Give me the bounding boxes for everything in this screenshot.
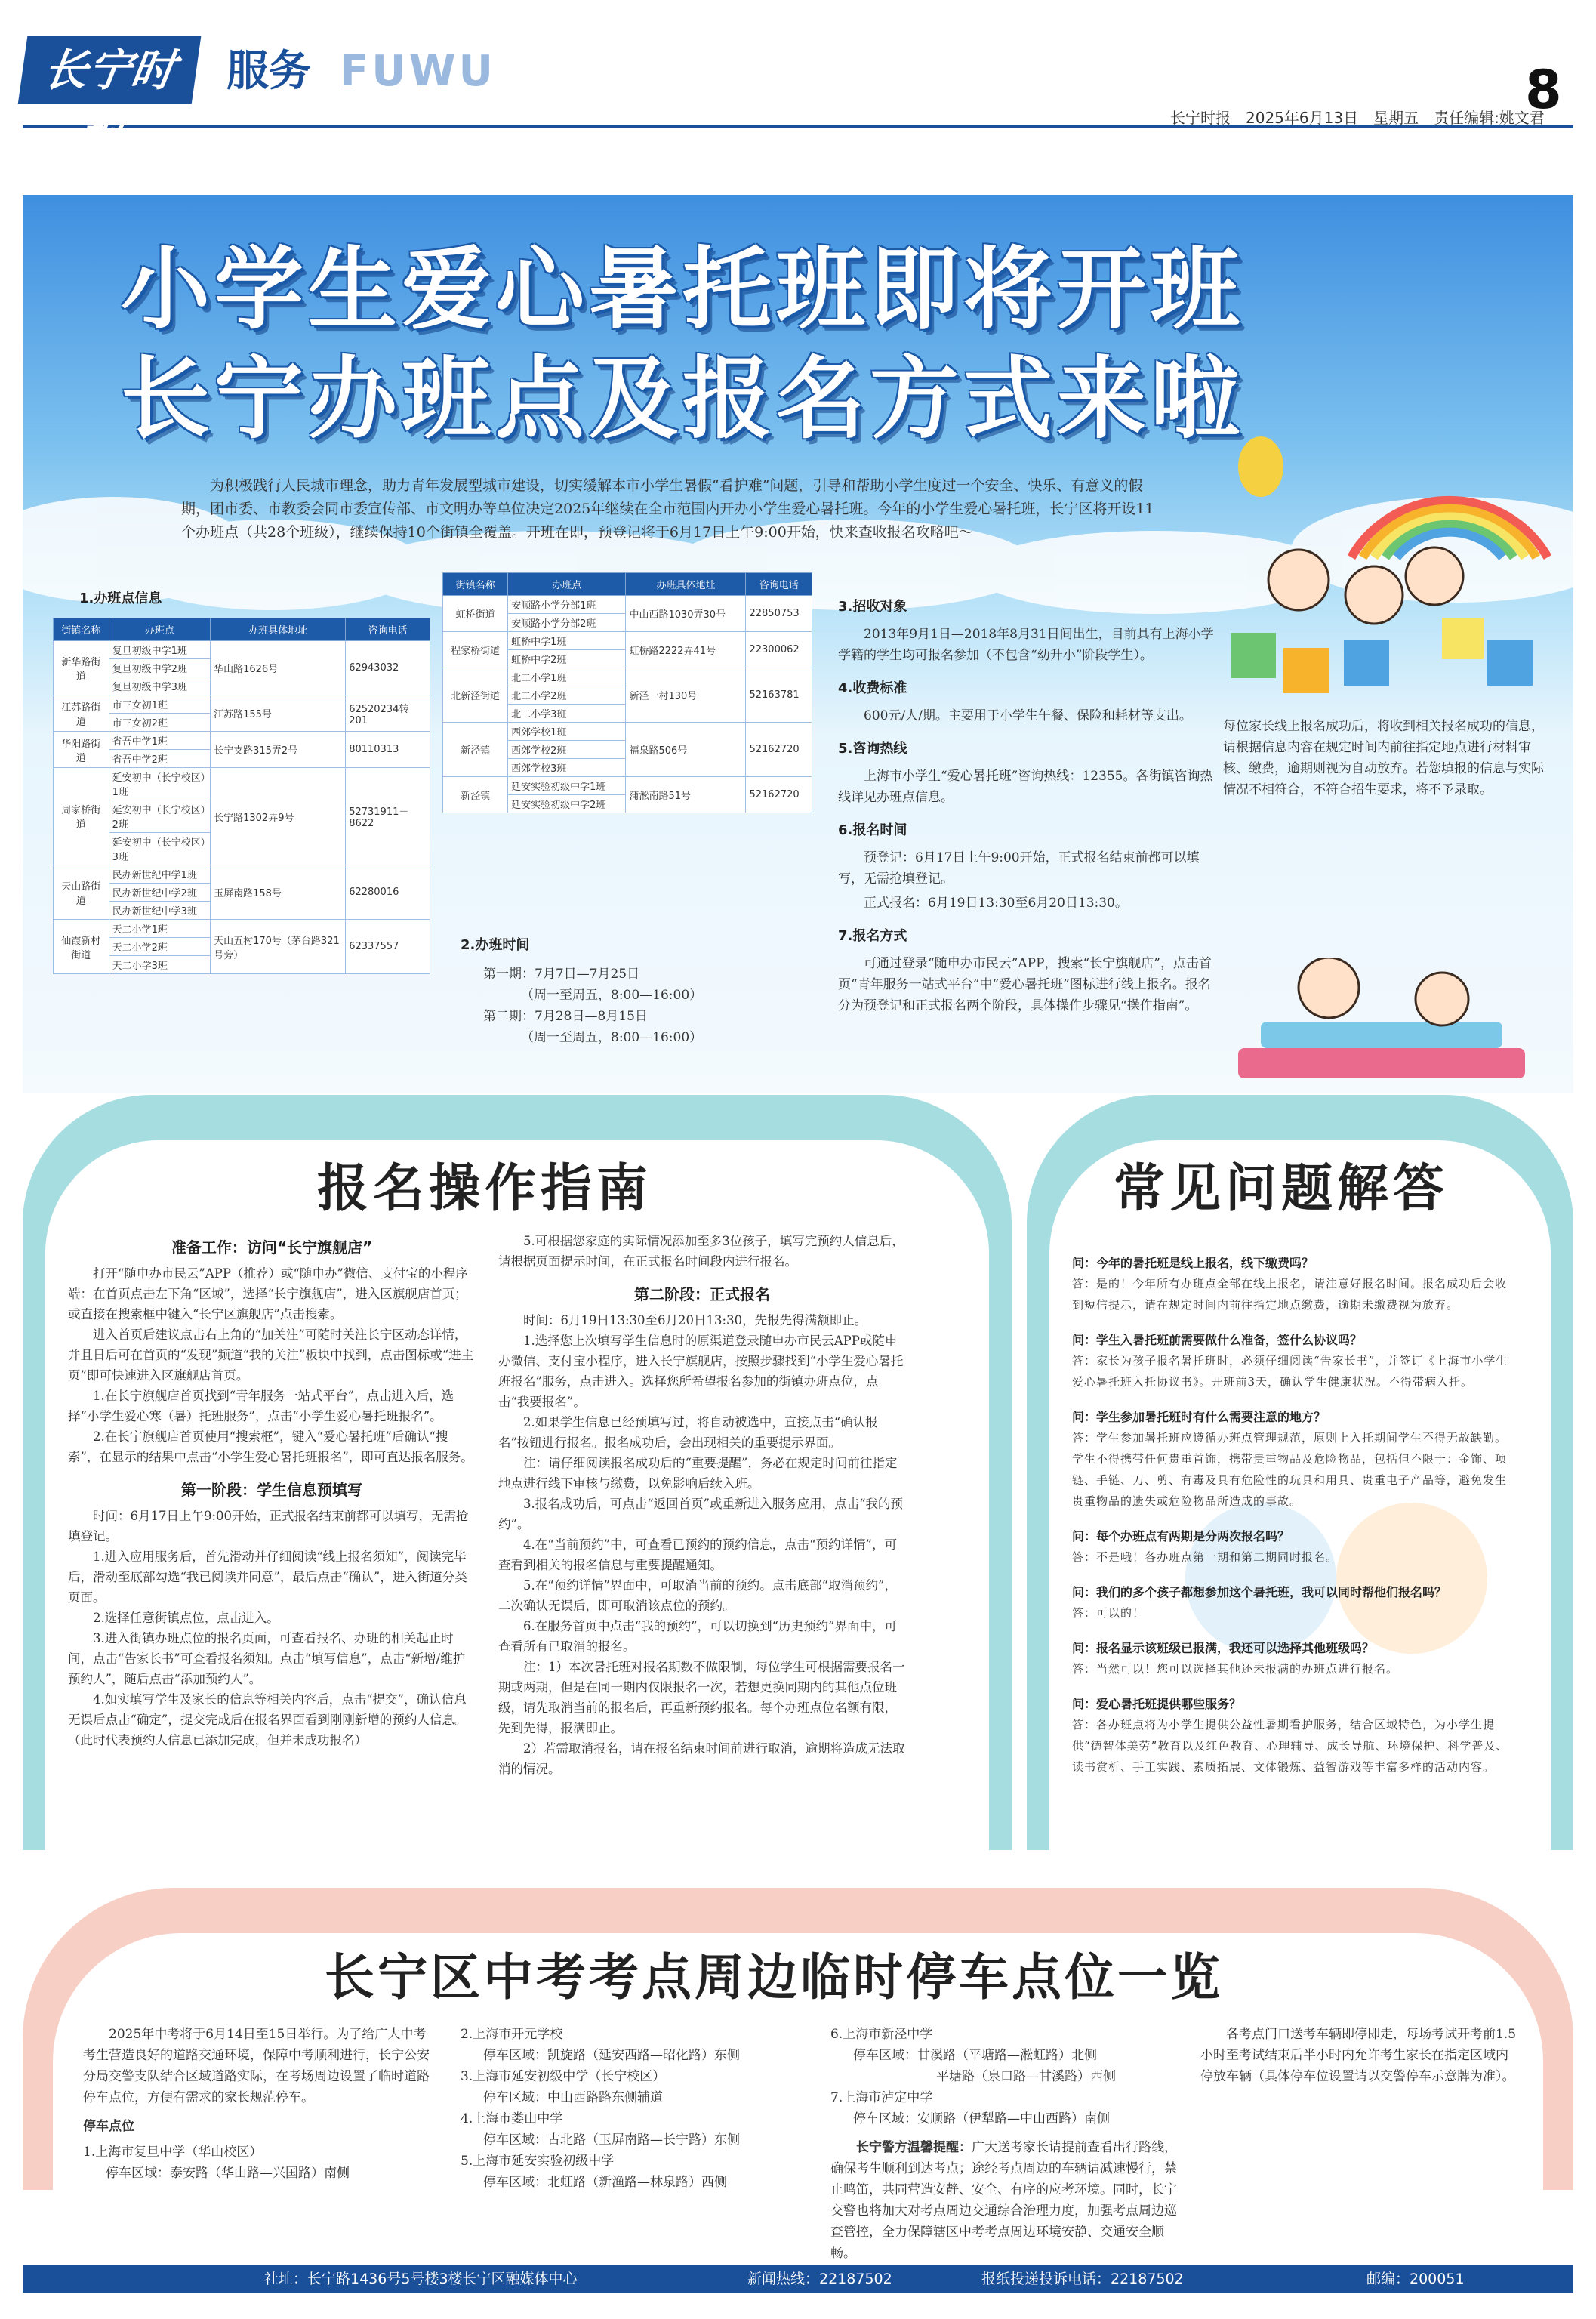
site-cell: 民办新世纪中学3班 <box>109 902 210 920</box>
guide-step: 2.选择任意街镇点位，点击进入。 <box>93 1611 279 1625</box>
site-cell: 天二小学1班 <box>109 920 210 938</box>
site-cell: 市三女初1班 <box>109 695 210 714</box>
guide-step: 时间：6月19日13:30至6月20日13:30，先报先得满额即止。 <box>523 1313 867 1328</box>
address-cell: 江苏路155号 <box>211 695 346 732</box>
detail-text: 可通过登录“随申办市民云”APP，搜索“长宁旗舰店”，点击首页“青年服务一站式平台”中“爱心暑托班”图标进行线上报名。报名分为预登记和正式报名两个阶段，具体操作步骤见“操作指南”。 <box>838 956 1212 1013</box>
site-cell: 延安初中（长宁校区）1班 <box>109 768 210 800</box>
parking-point-6-name: 6.上海市新泾中学 <box>830 2027 933 2042</box>
prep-title: 准备工作：访问“长宁旗舰店” <box>171 1238 373 1257</box>
site-cell: 西郊学校2班 <box>508 741 626 759</box>
headline-line-1: 小学生爱心暑托班即将开班 <box>121 237 1245 341</box>
phone-cell: 22850753 <box>746 596 812 632</box>
schedule-line-1b: （周一至周五，8:00—16:00） <box>521 988 703 1003</box>
site-cell: 民办新世纪中学2班 <box>109 884 210 902</box>
stage1-cont: 5.可根据您家庭的实际情况添加至多3位孩子，填写完预约人信息后，请根据页面提示时间，在正式报名时间段内进行报名。 <box>498 1234 904 1269</box>
site-cell: 延安实验初级中学2班 <box>508 795 626 813</box>
guide-step: 5.在“预约详情”界面中，可取消当前的预约。点击底部“取消预约”，二次确认无误后，即可取消该点位的预约。 <box>498 1578 897 1613</box>
address-cell: 蒲淞南路51号 <box>626 777 746 813</box>
guide-step: 2）若需取消报名，请在报名结束时间前进行取消，逾期将造成无法取消的情况。 <box>498 1741 905 1776</box>
detail-title: 7.报名方式 <box>838 928 907 944</box>
site-cell: 天二小学3班 <box>109 956 210 974</box>
table-row <box>443 668 812 686</box>
parking-point-1-name: 1.上海市复旦中学（华山校区） <box>83 2145 263 2160</box>
detail-text: 预登记：6月17日上午9:00开始，正式报名结束前都可以填写，无需抢填登记。 <box>838 850 1200 887</box>
balloon-icon <box>1238 436 1283 497</box>
phone-cell: 62943032 <box>346 641 430 695</box>
phone-cell: 52731911－8622 <box>346 768 430 865</box>
footer <box>23 2265 1573 2293</box>
intro-paragraph: 为积极践行人民城市理念，助力青年发展型城市建设，切实缓解本市小学生暑假“看护难”问题，引导和帮助小学生度过一个安全、快乐、有意义的假期，团市委、市教委会同市委宣传部、市文明办等单位决定2025年继续在全市范围内开办小学生爱心暑托班。今年的小学生爱心暑托班，长宁区将开设11个办班点（共28个班级），继续保持10个街镇全覆盖。开班在即，预登记将于6月17日上午9:00开始，快来查收报名攻略吧～ <box>181 477 1154 541</box>
stage1-title: 第一阶段：学生信息预填写 <box>181 1481 362 1499</box>
faq-answer: 答：家长为孩子报名暑托班时，必须仔细阅读“告家长书”，并签订《上海市小学生爱心暑托班入托协议书》。开班前3天，确认学生健康状况。不得带病入托。 <box>1072 1354 1508 1389</box>
table-row <box>54 865 430 884</box>
guide-step: 1.选择您上次填写学生信息时的原渠道登录随申办市民云APP或随申办微信、支付宝小程序，进入长宁旗舰店，按照步骤找到“小学生爱心暑托班报名”服务，点击进入。选择您所希望报名参加的街镇办班点位，点击“我要报名”。 <box>498 1334 904 1409</box>
details-column <box>838 584 1215 1019</box>
street-cell: 虹桥街道 <box>443 596 508 632</box>
footer-postcode: 邮编：200051 <box>1366 2271 1465 2287</box>
guide-column-2 <box>498 1231 906 1779</box>
faq-question: 问：报名显示该班级已报满，我还可以选择其他班级吗？ <box>1072 1641 1375 1655</box>
address-cell: 玉屏南路158号 <box>211 865 346 920</box>
faq-answer: 答：可以的！ <box>1072 1606 1145 1620</box>
guide-step: 4.在“当前预约”中，可查看已预约的预约信息，点击“预约详情”，可查看到相关的报名信息与重要提醒通知。 <box>498 1537 897 1572</box>
phone-cell: 52162720 <box>746 777 812 813</box>
parking-point-name: 5.上海市延安实验初级中学 <box>461 2154 615 2169</box>
address-cell: 中山西路1030弄30号 <box>626 596 746 632</box>
headline-line-2: 长宁办班点及报名方式来啦 <box>121 347 1245 451</box>
site-cell: 北二小学2班 <box>508 686 626 705</box>
address-cell: 新泾一村130号 <box>626 668 746 723</box>
address-cell: 华山路1626号 <box>211 641 346 695</box>
parking-column-4 <box>1200 2024 1517 2087</box>
col-site: 办班点 <box>109 618 210 641</box>
schedule-line-2b: （周一至周五，8:00—16:00） <box>521 1030 703 1045</box>
street-cell: 程家桥街道 <box>443 632 508 668</box>
table-row <box>443 777 812 795</box>
street-cell: 新华路街道 <box>54 641 109 695</box>
faq-title: 常见问题解答 <box>1114 1158 1450 1219</box>
page-number: 8 <box>1525 59 1562 121</box>
parking-point-name: 2.上海市开元学校 <box>461 2027 563 2042</box>
parking-point-name: 4.上海市娄山中学 <box>461 2111 563 2126</box>
street-cell: 仙霞新村街道 <box>54 920 109 974</box>
parking-point-6-area: 停车区域：甘溪路（平塘路—淞虹路）北侧 <box>853 2048 1097 2063</box>
detail-title: 3.招收对象 <box>838 599 907 615</box>
site-cell: 省吾中学1班 <box>109 732 210 750</box>
parking-point-area: 停车区域：凯旋路（延安西路—昭化路）东侧 <box>483 2048 740 2063</box>
phone-cell: 52163781 <box>746 668 812 723</box>
guide-step: 进入首页后建议点击右上角的“加关注”可随时关注长宁区动态详情，并且日后可在首页的“发现”频道“我的关注”板块中找到，点击图标或“进主页”即可快速进入区旗舰店首页。 <box>68 1328 474 1383</box>
site-cell: 市三女初2班 <box>109 714 210 732</box>
phone-cell: 52162720 <box>746 723 812 777</box>
site-cell: 安顺路小学分部1班 <box>508 596 626 614</box>
stage2-title: 第二阶段：正式报名 <box>634 1285 770 1303</box>
street-cell: 新泾镇 <box>443 777 508 813</box>
detail-text-2: 正式报名：6月19日13:30至6月20日13:30。 <box>864 896 1128 911</box>
schedule-title: 2.办班时间 <box>461 937 530 953</box>
masthead <box>23 23 1573 164</box>
col-phone: 咨询电话 <box>746 573 812 596</box>
tip-title: 长宁警方温馨提醒： <box>856 2140 972 2155</box>
site-cell: 虹桥中学2班 <box>508 650 626 668</box>
guide-step: 1.进入应用服务后，首先滑动并仔细阅读“线上报名须知”，阅读完毕后，滑动至底部勾选“我已阅读并同意”，最后点击“确认”，进入街道分类页面。 <box>68 1550 467 1605</box>
faq-answer: 答：各办班点将为小学生提供公益性暑期看护服务，结合区域特色，为小学生提供“德智体美劳”教育以及红色教育、心理辅导、成长导航、环境保护、科学普及、读书赏析、手工实践、素质拓展、文体锻炼、益智游戏等丰富多样的活动内容。 <box>1072 1718 1508 1774</box>
table-row <box>54 920 430 938</box>
faq-question: 问：今年的暑托班是线上报名，线下缴费吗？ <box>1072 1256 1314 1270</box>
footer-address: 社址：长宁路1436号5号楼3楼长宁区融媒体中心 <box>264 2271 578 2287</box>
table-row <box>443 596 812 614</box>
points-title: 停车点位 <box>83 2119 134 2134</box>
site-cell: 北二小学3班 <box>508 705 626 723</box>
detail-title: 4.收费标准 <box>838 680 907 696</box>
detail-title: 6.报名时间 <box>838 822 907 838</box>
col-street: 街镇名称 <box>54 618 109 641</box>
parking-point-area: 停车区域：古北路（玉屏南路—长宁路）东侧 <box>483 2132 740 2148</box>
street-cell: 新泾镇 <box>443 723 508 777</box>
parking-column-2 <box>461 2024 815 2193</box>
col-address: 办班具体地址 <box>626 573 746 596</box>
faq-list <box>1072 1238 1517 1778</box>
parking-column-1 <box>83 2024 438 2184</box>
phone-cell: 22300062 <box>746 632 812 668</box>
guide-step: 4.如实填写学生及家长的信息等相关内容后，点击“提交”，确认信息无误后点击“确定”，提交完成后在报名界面看到刚刚新增的预约人信息。（此时代表预约人信息已添加完成，但并未成功报名） <box>68 1692 467 1747</box>
faq-answer: 答：是的！今年所有办班点全部在线上报名，请注意好报名时间。报名成功后会收到短信提示，请在规定时间内前往指定地点缴费，逾期未缴费视为放弃。 <box>1072 1277 1508 1312</box>
tip-text-2: 各考点门口送考车辆即停即走，每场考试开考前1.5小时至考试结束后半小时内允许考生家长在指定区域内停放车辆（具体停车位设置请以交警停车示意牌为准）。 <box>1200 2027 1517 2084</box>
col-street: 街镇名称 <box>443 573 508 596</box>
table-row <box>443 723 812 741</box>
faq-question: 问：学生参加暑托班时有什么需要注意的地方？ <box>1072 1410 1326 1424</box>
table-row <box>54 768 430 800</box>
site-cell: 西郊学校3班 <box>508 759 626 777</box>
address-cell: 长宁支路315弄2号 <box>211 732 346 768</box>
registration-note: 每位家长线上报名成功后，将收到相关报名成功的信息，请根据信息内容在规定时间内前往指定地点进行材料审核、缴费，逾期则视为自动放弃。若您填报的信息与实际情况不相符合，不符合招生要求，将不予录取。 <box>1223 719 1544 797</box>
faq-answer: 答：当然可以！您可以选择其他还未报满的办班点进行报名。 <box>1072 1662 1399 1676</box>
faq-question: 问：我们的多个孩子都想参加这个暑托班，我可以同时帮他们报名吗？ <box>1072 1585 1447 1599</box>
faq-answer: 答：不是哦！各办班点第一期和第二期同时报名。 <box>1072 1550 1339 1564</box>
hero-banner <box>23 195 1573 1093</box>
detail-text: 上海市小学生“爱心暑托班”咨询热线：12355。各街镇咨询热线详见办班点信息。 <box>838 769 1213 805</box>
section-pinyin: FUWU <box>340 47 496 96</box>
parking-point-area: 停车区域：北虹路（新渔路—林泉路）西侧 <box>483 2175 727 2190</box>
site-cell: 延安实验初级中学1班 <box>508 777 626 795</box>
guide-step: 注：请仔细阅读报名成功后的“重要提醒”，务必在规定时间前往指定地点进行线下审核与缴费，以免影响后续入班。 <box>498 1456 898 1491</box>
address-cell: 天山五村170号（茅台路321号旁） <box>211 920 346 974</box>
site-cell: 天二小学2班 <box>109 938 210 956</box>
guide-step: 注：1）本次暑托班对报名期数不做限制，每位学生可根据需要报名一期或两期，但是在同一期内仅限报名一次，若想更换同期内的其他点位班级，请先取消当前的报名后，再重新预约报名。每个办班点位名额有限，先到先得，报满即止。 <box>498 1660 905 1735</box>
guide-step: 2.如果学生信息已经预填写过，将自动被选中，直接点击“确认报名”按钮进行报名。报名成功后，会出现相关的重要提示界面。 <box>498 1415 878 1450</box>
footer-news-hotline: 新闻热线：22187502 <box>747 2271 892 2287</box>
parking-point-6-area2: 平塘路（泉口路—甘溪路）西侧 <box>936 2069 1116 2084</box>
site-cell: 虹桥中学1班 <box>508 632 626 650</box>
parking-column-3 <box>830 2024 1185 2264</box>
guide-step: 1.在长宁旗舰店首页找到“青年服务一站式平台”，点击进入后，选择“小学生爱心寒（暑）托班服务”，点击“小学生爱心暑托班报名”。 <box>68 1389 454 1423</box>
guide-step: 6.在服务首页中点击“我的预约”，可以切换到“历史预约”界面中，可查看所有已取消的报名。 <box>498 1619 897 1654</box>
sites-table-1 <box>53 618 430 974</box>
parking-point-7-area: 停车区域：安顺路（伊犁路—中山西路）南侧 <box>853 2111 1110 2126</box>
phone-cell: 62337557 <box>346 920 430 974</box>
section-name: 服务 <box>226 47 311 96</box>
site-cell: 延安初中（长宁校区）3班 <box>109 833 210 865</box>
street-cell: 江苏路街道 <box>54 695 109 732</box>
schedule-line-1: 第一期：7月7日—7月25日 <box>483 967 640 982</box>
detail-text: 600元/人/期。主要用于小学生午餐、保险和耗材等支出。 <box>864 708 1192 723</box>
street-cell: 北新泾街道 <box>443 668 508 723</box>
address-cell: 虹桥路2222弄41号 <box>626 632 746 668</box>
schedule-line-2: 第二期：7月28日—8月15日 <box>483 1009 648 1024</box>
col-phone: 咨询电话 <box>346 618 430 641</box>
newspaper-logo: 长宁时报 <box>18 36 202 104</box>
site-cell: 北二小学1班 <box>508 668 626 686</box>
address-cell: 长宁路1302弄9号 <box>211 768 346 865</box>
sites-table-2 <box>442 572 812 813</box>
site-cell: 西郊学校1班 <box>508 723 626 741</box>
faq-question: 问：学生入暑托班前需要做什么准备，签什么协议吗？ <box>1072 1333 1363 1347</box>
parking-point-area: 停车区域：中山西路路东侧辅道 <box>483 2090 663 2105</box>
parking-point-7-name: 7.上海市泸定中学 <box>830 2090 933 2105</box>
site-cell: 民办新世纪中学1班 <box>109 865 210 884</box>
col-site: 办班点 <box>508 573 626 596</box>
table-row <box>443 632 812 650</box>
issue-line: 长宁时报 2025年6月13日 星期五 责任编辑:姚文君 <box>1170 109 1545 127</box>
site-cell: 延安初中（长宁校区）2班 <box>109 800 210 833</box>
street-cell: 周家桥街道 <box>54 768 109 865</box>
reading-kids-illustration <box>1223 958 1548 1086</box>
table-row <box>54 641 430 659</box>
faq-question: 问：爱心暑托班提供哪些服务？ <box>1072 1697 1242 1711</box>
guide-step: 3.报名成功后，可点击“返回首页”或重新进入服务应用，点击“我的预约”。 <box>498 1497 904 1531</box>
guide-step: 时间：6月17日上午9:00开始，正式报名结束前都可以填写，无需抢填登记。 <box>68 1509 469 1543</box>
sites-title: 1.办班点信息 <box>79 591 162 606</box>
detail-title: 5.咨询热线 <box>838 741 907 757</box>
col-address: 办班具体地址 <box>211 618 346 641</box>
street-cell: 天山路街道 <box>54 865 109 920</box>
guide-column-1 <box>68 1231 476 1750</box>
faq-answer: 答：学生参加暑托班应遵循办班点管理规范，原则上入托期间学生不得无故缺勤。学生不得携带任何贵重首饰，携带贵重物品及危险物品，包括但不限于：金饰、项链、手链、刀、剪、有毒及具有危险性的玩具和用具、贵重电子产品等，避免发生贵重物品的遗失或危险物品所造成的事故。 <box>1072 1431 1508 1508</box>
parking-title: 长宁区中考考点周边临时停车点位一览 <box>325 1947 1223 2006</box>
site-cell: 复旦初级中学1班 <box>109 641 210 659</box>
detail-text: 2013年9月1日—2018年8月31日间出生，目前具有上海小学学籍的学生均可报名参加（不包含“幼升小”阶段学生）。 <box>838 627 1214 663</box>
table-row <box>54 732 430 750</box>
street-cell: 华阳路街道 <box>54 732 109 768</box>
site-cell: 复旦初级中学2班 <box>109 659 210 677</box>
guide-step: 2.在长宁旗舰店首页使用“搜索框”，键入“爱心暑托班”后确认“搜索”，在显示的结果中点击“小学生爱心暑托班报名”，即可直达报名服务。 <box>68 1429 473 1464</box>
phone-cell: 80110313 <box>346 732 430 768</box>
site-cell: 复旦初级中学3班 <box>109 677 210 695</box>
parking-point-1-area: 停车区域：泰安路（华山路—兴国路）南侧 <box>106 2166 350 2181</box>
parking-point-name: 3.上海市延安初级中学（长宁校区） <box>461 2069 666 2084</box>
site-cell: 省吾中学2班 <box>109 750 210 768</box>
parking-intro: 2025年中考将于6月14日至15日举行。为了给广大中考考生营造良好的道路交通环境，保障中考顺利进行，长宁公安分局交警支队结合区域道路实际，在考场周边设置了临时道路停车点位，方便有需求的家长规范停车。 <box>83 2027 430 2105</box>
guide-step: 打开“随申办市民云”APP（推荐）或“随申办”微信、支付宝的小程序端：在首页点击左下角“区域”，选择“长宁旗舰店”，进入区旗舰店首页；或直接在搜索框中键入“长宁区旗舰店”点击搜索。 <box>68 1266 468 1321</box>
tip-text: 广大送考家长请提前查看出行路线，确保考生顺利到达考点；途经考点周边的车辆请减速慢行，禁止鸣笛，共同营造安静、安全、有序的应考环境。同时，长宁交警也将加大对考点周边交通综合治理力度，加强考点周边巡查管控，全力保障辖区中考考点周边环境安静、交通安全顺畅。 <box>830 2140 1177 2261</box>
guide-title: 报名操作指南 <box>317 1158 653 1219</box>
kids-blocks-illustration <box>1215 535 1548 701</box>
guide-step: 3.进入街镇办班点位的报名页面，可查看报名、办班的相关起止时间，点击“告家长书”可查看报名须知。点击“填写信息”，点击“新增/维护预约人”，随后点击“添加预约人”。 <box>68 1631 466 1686</box>
site-cell: 安顺路小学分部2班 <box>508 614 626 632</box>
phone-cell: 62280016 <box>346 865 430 920</box>
phone-cell: 62520234转201 <box>346 695 430 732</box>
table-row <box>54 695 430 714</box>
footer-delivery: 报纸投递投诉电话：22187502 <box>981 2271 1184 2287</box>
faq-question: 问：每个办班点有两期是分两次报名吗？ <box>1072 1529 1290 1543</box>
schedule <box>461 935 793 1048</box>
address-cell: 福泉路506号 <box>626 723 746 777</box>
